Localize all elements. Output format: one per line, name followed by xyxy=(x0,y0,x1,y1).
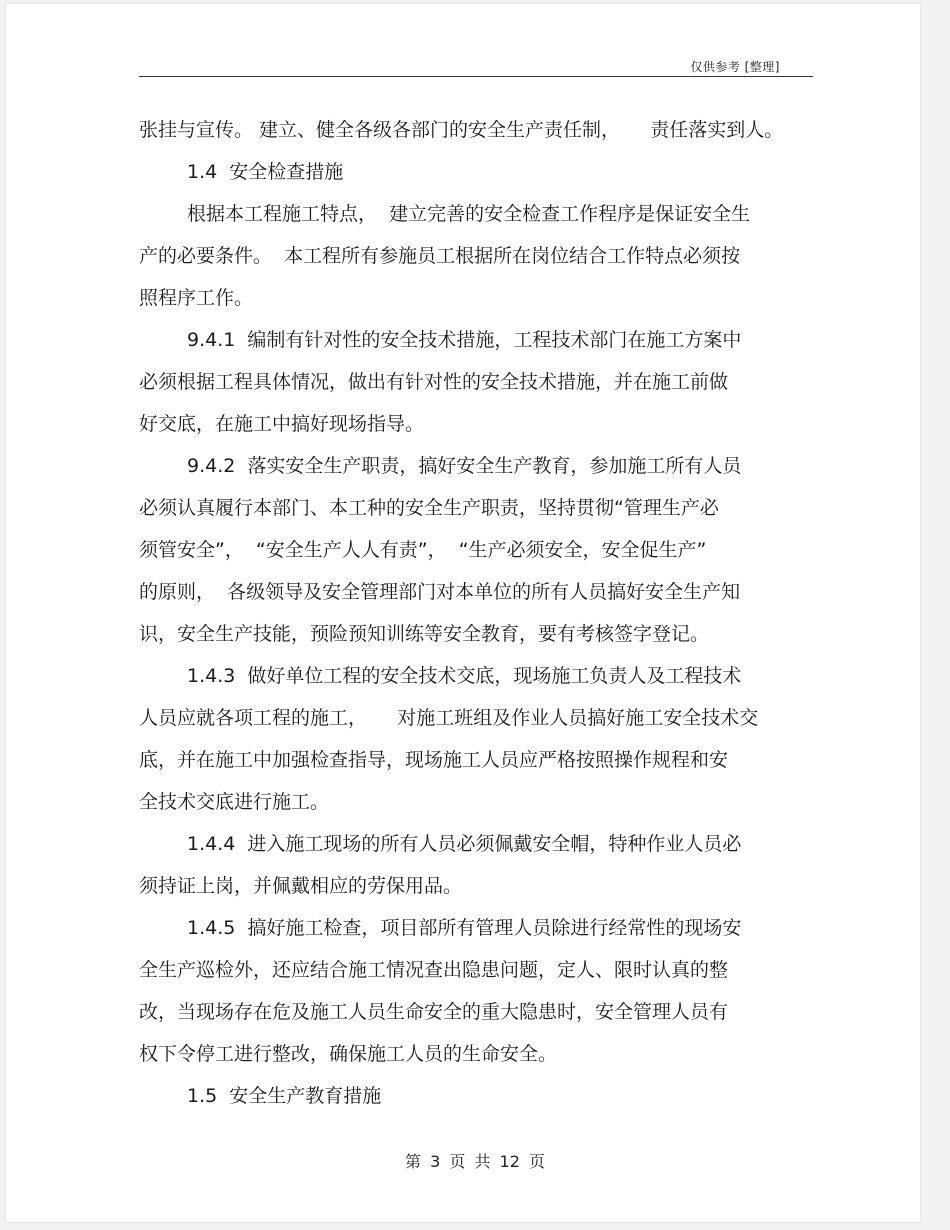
paragraph-start-line: 根据本工程施工特点， 建立完善的安全检查工作程序是保证安全生 xyxy=(187,203,751,225)
paragraph-line: 须管安全”， “安全生产人人有责”， “生产必须安全，安全促生产” xyxy=(139,539,707,561)
header-divider xyxy=(139,76,813,77)
paragraph-line: 全生产巡检外，还应结合施工情况查出隐患问题，定人、限时认真的整 xyxy=(139,959,729,981)
paragraph-line: 须持证上岗，并佩戴相应的劳保用品。 xyxy=(139,875,463,897)
paragraph-line: 底，并在施工中加强检查指导，现场施工人员应严格按照操作规程和安 xyxy=(139,749,729,771)
paragraph-line: 好交底，在施工中搞好现场指导。 xyxy=(139,413,425,435)
paragraph-line: 必须根据工程具体情况，做出有针对性的安全技术措施，并在施工前做 xyxy=(139,371,729,393)
page-footer: 第 3 页 共 12 页 xyxy=(405,1152,545,1171)
header-note: 仅供参考 [整理] xyxy=(690,60,780,74)
paragraph-start-line: 1.4 安全检查措施 xyxy=(187,161,344,183)
paragraph-line: 必须认真履行本部门、本工种的安全生产职责，坚持贯彻“管理生产必 xyxy=(139,497,719,519)
paragraph-line: 全技术交底进行施工。 xyxy=(139,791,330,813)
document-page xyxy=(6,4,920,1222)
paragraph-line: 人员应就各项工程的施工， 对施工班组及作业人员搞好施工安全技术交 xyxy=(139,707,759,729)
paragraph-line: 识，安全生产技能，预险预知训练等安全教育，要有考核签字登记。 xyxy=(139,623,710,645)
paragraph-start-line: 9.4.1 编制有针对性的安全技术措施，工程技术部门在施工方案中 xyxy=(187,329,742,351)
paragraph-line: 产的必要条件。 本工程所有参施员工根据所在岗位结合工作特点必须按 xyxy=(139,245,741,267)
paragraph-start-line: 1.4.4 进入施工现场的所有人员必须佩戴安全帽，特种作业人员必 xyxy=(187,833,742,855)
paragraph-line: 改，当现场存在危及施工人员生命安全的重大隐患时，安全管理人员有 xyxy=(139,1001,729,1023)
paragraph-start-line: 1.4.3 做好单位工程的安全技术交底，现场施工负责人及工程技术 xyxy=(187,665,742,687)
paragraph-start-line: 9.4.2 落实安全生产职责，搞好安全生产教育，参加施工所有人员 xyxy=(187,455,742,477)
paragraph-start-line: 1.5 安全生产教育措施 xyxy=(187,1085,382,1107)
paragraph-line: 的原则， 各级领导及安全管理部门对本单位的所有人员搞好安全生产知 xyxy=(139,581,741,603)
paragraph-line: 张挂与宣传。 建立、健全各级各部门的安全生产责任制， 责任落实到人。 xyxy=(139,119,784,141)
document-body xyxy=(139,109,819,1117)
paragraph-line: 权下令停工进行整改，确保施工人员的生命安全。 xyxy=(139,1043,558,1065)
paragraph-line: 照程序工作。 xyxy=(139,287,254,309)
paragraph-start-line: 1.4.5 搞好施工检查，项目部所有管理人员除进行经常性的现场安 xyxy=(187,917,742,939)
